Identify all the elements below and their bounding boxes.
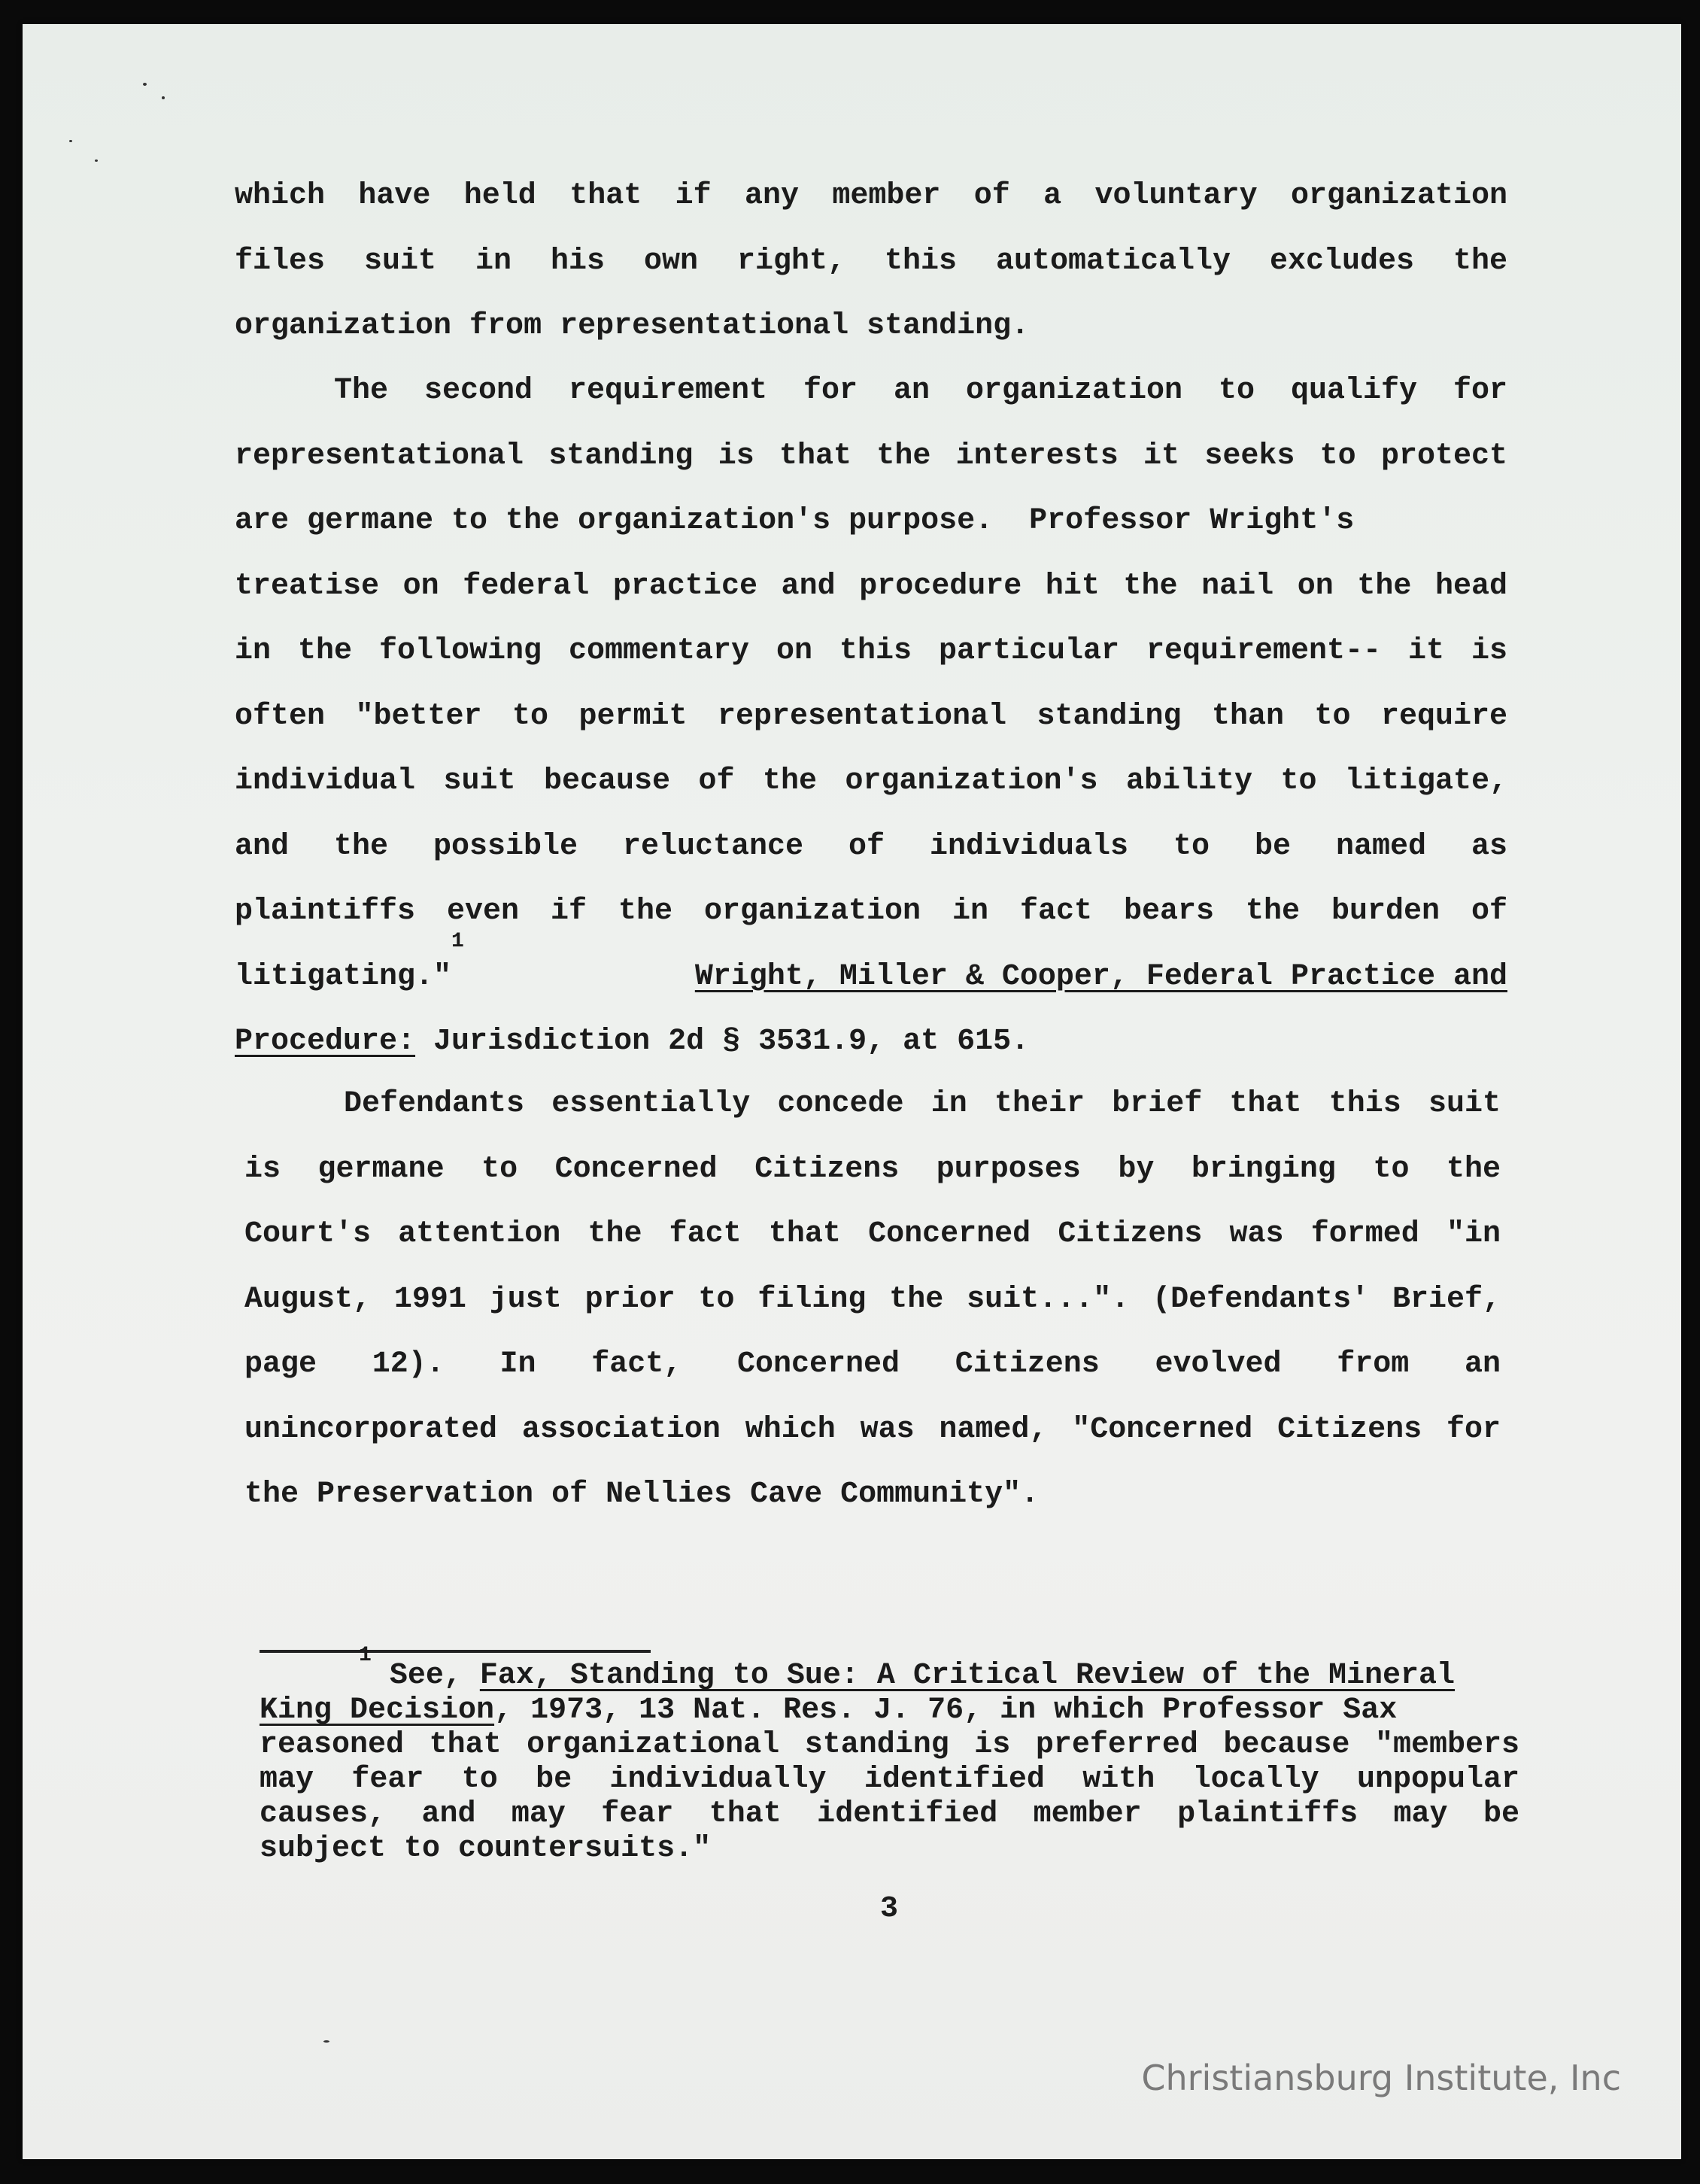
paragraph-line: are germane to the organization's purpose. Professor Wright's <box>235 504 1355 538</box>
paragraph-line: the Preservation of Nellies Cave Community". <box>244 1478 1040 1511</box>
paragraph-line: organization from representational standing. <box>235 309 1030 343</box>
footnote-line <box>260 1693 1519 1728</box>
footnote-line: reasoned that organizational standing is preferred because "members <box>260 1728 1519 1762</box>
citation-line <box>235 929 1507 1010</box>
footnote-line: subject to countersuits." <box>260 1832 712 1866</box>
footnote-title: Fax, Standing to Sue: A Critical Review of the Mineral <box>479 1659 1456 1693</box>
citation-detail: Jurisdiction 2d § 3531.9, at 615. <box>415 1025 1030 1059</box>
paragraph-line: page 12). In fact, Concerned Citizens evolved from an <box>244 1347 1501 1381</box>
paragraph-line: which have held that if any member of a voluntary organization <box>235 179 1507 213</box>
footnote-see: See, <box>371 1659 480 1693</box>
footnote-separator <box>260 1650 651 1653</box>
footnote-detail: , 1973, 13 Nat. Res. J. 76, in which Professor Sax <box>494 1693 1398 1727</box>
paragraph-line: The second requirement for an organization to qualify for <box>334 374 1507 408</box>
paragraph-3 <box>244 1072 1501 1528</box>
paragraph-line: Court's attention the fact that Concerned Citizens was formed "in <box>244 1217 1501 1251</box>
footnote-number: 1 <box>359 1644 372 1667</box>
paragraph-line: in the following commentary on this particular requirement-- it is <box>235 634 1507 668</box>
paragraph-line: plaintiffs even if the organization in fact bears the burden of <box>235 895 1507 928</box>
paragraph-line: treatise on federal practice and procedure hit the nail on the head <box>235 569 1507 603</box>
paper-speck <box>162 96 165 99</box>
paragraph-1 <box>235 164 1507 360</box>
page-number: 3 <box>880 1892 899 1926</box>
paper-speck <box>143 83 147 86</box>
watermark: Christiansburg Institute, Inc <box>1141 2058 1621 2098</box>
paragraph-line: August, 1991 just prior to filing the suit...". (Defendants' Brief, <box>244 1282 1501 1317</box>
paragraph-2 <box>235 359 1507 1075</box>
footnote-line: causes, and may fear that identified member plaintiffs may be <box>260 1797 1519 1831</box>
paper-speck <box>69 140 72 142</box>
footnote-line: may fear to be individually identified with locally unpopular <box>260 1763 1519 1797</box>
paragraph-line: files suit in his own right, this automatically excludes the <box>235 244 1507 278</box>
paragraph-line: and the possible reluctance of individuals to be named as <box>235 829 1507 864</box>
paragraph-line: representational standing is that the interests it seeks to protect <box>235 439 1507 473</box>
paragraph-line: is germane to Concerned Citizens purposes by bringing to the <box>244 1152 1501 1186</box>
footnote-reference: 1 <box>451 929 464 953</box>
paper-speck <box>95 159 98 162</box>
paragraph-line: unincorporated association which was named, "Concerned Citizens for <box>244 1412 1501 1447</box>
paper-speck <box>323 2040 329 2043</box>
footnote <box>260 1644 1519 1867</box>
paragraph-line: often "better to permit representational standing than to require <box>235 699 1507 734</box>
citation-title: Procedure: <box>235 1025 416 1059</box>
footnote-title: King Decision <box>260 1693 495 1727</box>
citation-title: Wright, Miller & Cooper, Federal Practice and <box>694 959 1507 994</box>
paragraph-line: individual suit because of the organization's ability to litigate, <box>235 764 1507 798</box>
paragraph-line: Defendants essentially concede in their brief that this suit <box>344 1087 1501 1121</box>
footnote-line <box>260 1644 1519 1693</box>
citation-line <box>235 1010 1507 1075</box>
quote-end: litigating." <box>235 959 452 994</box>
